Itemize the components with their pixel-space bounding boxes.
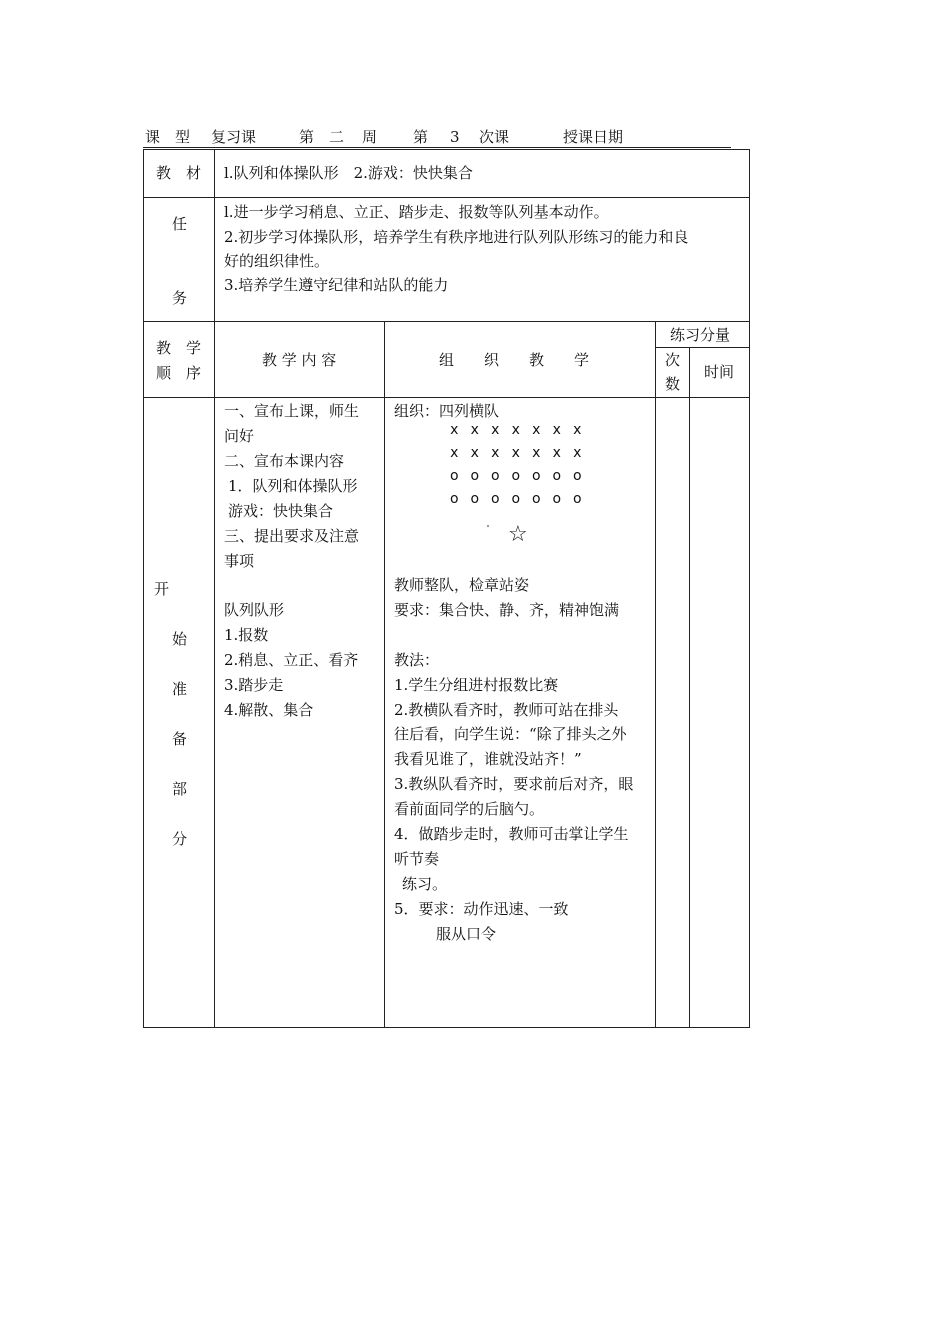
content-header: 教 学 内 容 [262,351,337,369]
teacher-star-icon: ☆ [508,522,528,547]
content-line: 1.报数 [224,626,269,644]
formation-mark: x [552,445,561,461]
org-line: 我看见谁了，谁就没站齐！” [394,750,582,768]
lesson-plan-table [143,149,750,1028]
formation-mark: o [470,491,480,507]
org-line: 1.学生分组进村报数比赛 [394,676,559,694]
formation-mark: x [450,445,459,461]
content-line: 事项 [224,552,255,570]
lesson-value: 3 [450,128,460,146]
org-line: 练习。 [402,875,448,893]
content-line: 2.稍息、立正、看齐 [224,651,359,669]
material-label: 教 材 [156,164,202,182]
content-line: 队列队形 [224,601,285,619]
content-line: 一、宣布上课，师生 [224,402,360,420]
week-prefix: 第 [299,128,315,146]
formation-row [444,445,588,461]
task-line-2: 2.初步学习体操队形，培养学生有秩序地进行队列队形练习的能力和良 [224,228,689,246]
lesson-prefix: 第 [413,128,429,146]
week-suffix: 周 [362,128,378,146]
formation-row [444,468,588,484]
formation-diagram [444,422,604,512]
material-text: l.队列和体操队形 2.游戏：快快集合 [224,164,473,182]
org-line: 教法： [394,651,440,669]
practice-load-header: 练习分量 [670,326,731,344]
formation-mark: o [490,468,500,484]
lesson-header [143,127,731,148]
content-line: 游戏：快快集合 [228,502,334,520]
formation-mark: o [552,491,562,507]
formation-row [444,422,588,438]
section-name-char: 备 [172,730,188,748]
formation-mark: x [491,445,500,461]
formation-mark: x [532,422,541,438]
formation-mark: x [552,422,561,438]
course-type-label: 课 型 [145,128,191,146]
formation-mark: x [470,445,479,461]
org-line: 往后看，向学生说：“除了排头之外 [394,725,627,743]
content-line: 二、宣布本课内容 [224,452,345,470]
course-type-value: 复习课 [211,128,257,146]
org-line: 3.教纵队看齐时，要求前后对齐，眼 [394,775,634,793]
formation-mark: x [511,445,520,461]
count-header-line1: 次 [665,351,681,369]
content-line: 三、提出要求及注意 [224,527,360,545]
formation-mark: o [511,468,521,484]
formation-mark: o [572,468,582,484]
formation-mark: x [470,422,479,438]
formation-mark: o [552,468,562,484]
content-line: 3.踏步走 [224,676,284,694]
task-line-1: l.进一步学习稍息、立正、踏步走、报数等队列基本动作。 [224,203,609,221]
formation-mark: o [531,468,541,484]
week-value: 二 [329,128,345,146]
lesson-suffix: 次课 [479,128,510,146]
task-label-top: 任 [172,215,188,233]
section-name-char: 分 [172,830,188,848]
order-header-line2: 顺 序 [156,364,202,382]
section-name-char: 部 [172,780,188,798]
task-line-3: 好的组织律性。 [224,252,330,270]
section-name-char: 始 [172,630,188,648]
org-line: 服从口令 [436,925,497,943]
formation-mark: x [573,422,582,438]
formation-mark: o [490,491,500,507]
org-line: 2.教横队看齐时，教师可站在排头 [394,701,619,719]
content-line: 1．队列和体操队形 [228,477,358,495]
formation-mark: o [449,468,459,484]
org-line: 4．做踏步走时，教师可击掌让学生 [394,825,629,843]
org-line: 看前面同学的后脑勺。 [394,800,545,818]
formation-mark: o [449,491,459,507]
formation-mark: o [511,491,521,507]
formation-mark: x [573,445,582,461]
time-header: 时间 [704,363,735,381]
formation-mark: x [491,422,500,438]
date-label: 授课日期 [563,128,624,146]
task-line-4: 3.培养学生遵守纪律和站队的能力 [224,276,449,294]
formation-mark: x [532,445,541,461]
section-name-char: 准 [172,680,188,698]
order-header-line1: 教 学 [156,339,202,357]
task-label-bottom: 务 [172,289,188,307]
formation-row [444,491,588,507]
formation-mark: x [511,422,520,438]
org-title: 组织：四列横队 [394,402,500,420]
formation-mark: o [470,468,480,484]
content-line: 4.解散、集合 [224,701,314,719]
section-name-char: 开 [154,580,170,598]
org-line: 听节奏 [394,850,440,868]
org-line: 教师整队，检章站姿 [394,576,530,594]
formation-mark: x [450,422,459,438]
org-line: 5．要求：动作迅速、一致 [394,900,569,918]
position-tick [487,525,489,527]
organization-header: 组 织 教 学 [439,351,590,369]
count-header-line2: 数 [665,375,681,393]
content-line: 问好 [224,427,255,445]
org-line: 要求：集合快、静、齐，精神饱满 [394,601,620,619]
formation-mark: o [531,491,541,507]
formation-mark: o [572,491,582,507]
